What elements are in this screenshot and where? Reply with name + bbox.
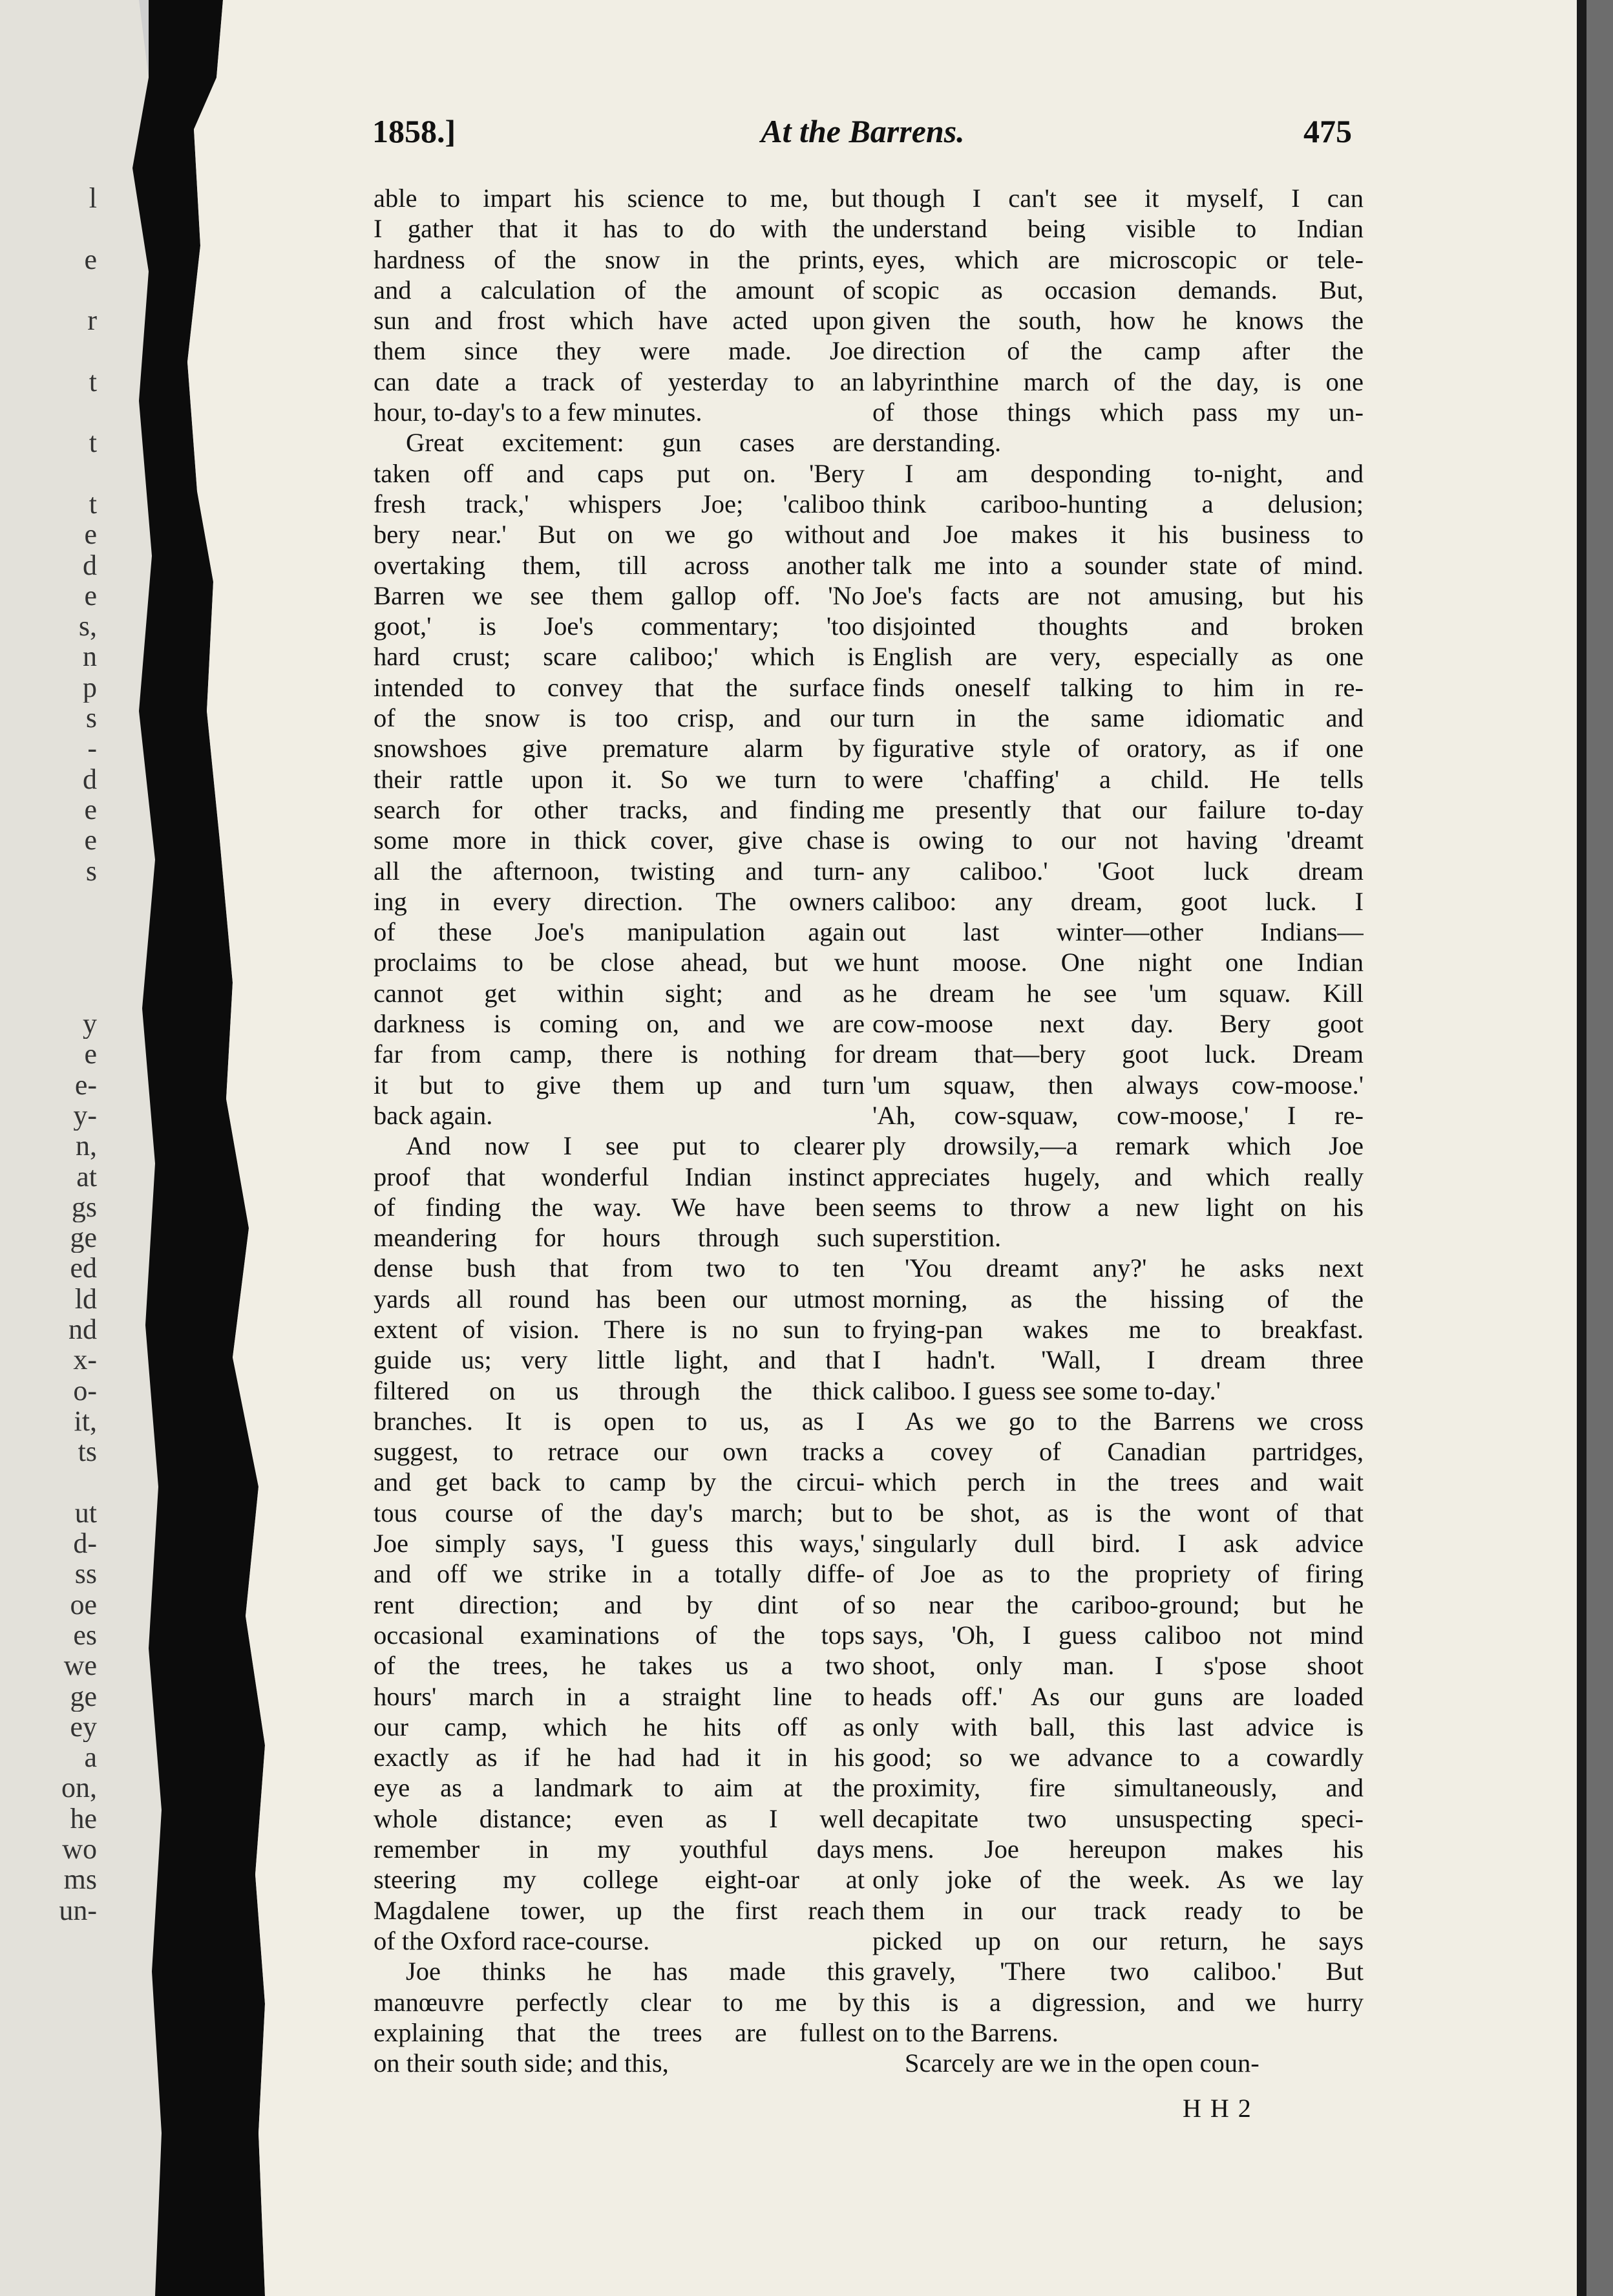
- bleed-fragment: n,: [76, 1131, 97, 1162]
- bleed-fragment: s,: [78, 611, 97, 642]
- text-line: whole distance; even as I well: [374, 1803, 865, 1833]
- text-line: them since they were made. Joe: [374, 336, 865, 366]
- bleed-fragment: p: [83, 672, 97, 703]
- text-line: dense bush that from two to ten: [374, 1253, 865, 1283]
- bleed-fragment: ut: [74, 1497, 97, 1529]
- bleed-fragment: [0, 978, 97, 1008]
- text-line: singularly dull bird. I ask advice: [872, 1529, 1364, 1558]
- text-line: of Joe as to the propriety of firing: [872, 1559, 1364, 1589]
- text-line: of the Oxford race-course.: [374, 1926, 650, 1955]
- bleed-fragment: e: [84, 244, 97, 275]
- text-line: Joe thinks he has made this: [406, 1957, 865, 1986]
- text-line: of the snow is too crisp, and our: [374, 703, 865, 733]
- text-line: and off we strike in a totally diffe-: [374, 1559, 865, 1589]
- text-line: And now I see put to clearer: [406, 1131, 865, 1161]
- text-line: a covey of Canadian partridges,: [872, 1437, 1364, 1467]
- text-line: hours' march in a straight line to: [374, 1681, 865, 1711]
- text-line: says, 'Oh, I guess caliboo not mind: [872, 1620, 1364, 1650]
- text-line: of finding the way. We have been: [374, 1192, 865, 1222]
- right-column: [872, 183, 1364, 2078]
- text-line: on to the Barrens.: [872, 2017, 1059, 2047]
- text-line: scopic as occasion demands. But,: [872, 275, 1364, 304]
- text-line: fresh track,' whispers Joe; 'caliboo: [374, 489, 865, 518]
- text-line: were 'chaffing' a child. He tells: [872, 764, 1364, 794]
- bleed-fragment: e: [84, 794, 97, 825]
- text-line: hour, to-day's to a few minutes.: [374, 398, 702, 427]
- text-line: able to impart his science to me, but: [374, 184, 865, 213]
- text-line: intended to convey that the surface: [374, 672, 865, 702]
- text-line: of these Joe's manipulation again: [374, 917, 865, 947]
- text-line: our camp, which he hits off as: [374, 1712, 865, 1741]
- bleed-fragment: e: [84, 1039, 97, 1070]
- text-line: cow-moose next day. Bery goot: [872, 1009, 1364, 1039]
- text-line: finds oneself talking to him in re-: [872, 672, 1364, 702]
- text-line: exactly as if he had had it in his: [374, 1743, 865, 1772]
- text-line: I am desponding to-night, and: [905, 458, 1364, 488]
- bleed-fragment: e: [84, 825, 97, 856]
- text-line: and a calculation of the amount of: [374, 275, 865, 304]
- bleed-fragment: he: [70, 1803, 97, 1834]
- bleed-fragment: d: [83, 763, 97, 794]
- text-line: and Joe makes it his business to: [872, 520, 1364, 549]
- bleed-fragment: it,: [74, 1405, 97, 1437]
- bleed-fragment: [0, 397, 97, 427]
- text-line: remember in my youthful days: [374, 1834, 865, 1864]
- bleed-fragment: ts: [78, 1436, 97, 1467]
- text-line: appreciates hugely, and which really: [872, 1162, 1364, 1191]
- text-line: talk me into a sounder state of mind.: [872, 550, 1364, 580]
- bleed-fragment: ms: [63, 1864, 97, 1895]
- bleed-fragment: ge: [70, 1681, 97, 1712]
- text-line: Barren we see them gallop off. 'No: [374, 580, 865, 610]
- text-line: yards all round has been our utmost: [374, 1284, 865, 1313]
- text-line: of the trees, he takes us a two: [374, 1651, 865, 1681]
- text-line: only with ball, this last advice is: [872, 1712, 1364, 1741]
- text-line: good; so we advance to a cowardly: [872, 1743, 1364, 1772]
- text-line: seems to throw a new light on his: [872, 1192, 1364, 1222]
- running-header: [368, 110, 1357, 155]
- bleed-fragment: s: [85, 703, 97, 734]
- text-line: which perch in the trees and wait: [872, 1467, 1364, 1497]
- bleed-fragment: we: [63, 1650, 97, 1681]
- text-line: suggest, to retrace our own tracks: [374, 1437, 865, 1467]
- text-line: manœuvre perfectly clear to me by: [374, 1987, 865, 2017]
- page-number: 475: [1303, 113, 1352, 149]
- text-line: hardness of the snow in the prints,: [374, 244, 865, 274]
- text-line: on their south side; and this,: [374, 2048, 669, 2078]
- bleed-fragment: [0, 213, 97, 244]
- text-line: their rattle upon it. So we turn to: [374, 764, 865, 794]
- text-line: far from camp, there is nothing for: [374, 1039, 865, 1069]
- bleed-fragment: e: [84, 580, 97, 611]
- text-line: darkness is coming on, and we are: [374, 1009, 865, 1039]
- header-year: 1858.]: [372, 113, 456, 149]
- text-line: guide us; very little light, and that: [374, 1345, 865, 1375]
- bleed-fragment: t: [89, 488, 97, 520]
- bleed-fragment: r: [87, 305, 97, 336]
- text-line: extent of vision. There is no sun to: [374, 1314, 865, 1344]
- bleed-fragment: [0, 917, 97, 947]
- text-line: and get back to camp by the circui-: [374, 1467, 865, 1497]
- bleed-fragment: d: [83, 549, 97, 580]
- text-line: any caliboo.' 'Goot luck dream: [872, 856, 1364, 886]
- text-line: 'Ah, cow-squaw, cow-moose,' I re-: [872, 1100, 1364, 1130]
- left-column: [374, 183, 865, 2078]
- text-line: proximity, fire simultaneously, and: [872, 1773, 1364, 1803]
- text-line: them in our track ready to be: [872, 1895, 1364, 1925]
- text-line: though I can't see it myself, I can: [872, 184, 1364, 213]
- text-line: this is a digression, and we hurry: [872, 1987, 1364, 2017]
- text-line: tous course of the day's march; but: [374, 1498, 865, 1527]
- text-line: gravely, 'There two caliboo.' But: [872, 1957, 1364, 1986]
- text-line: figurative style of oratory, as if one: [872, 734, 1364, 763]
- header-title: At the Barrens.: [761, 113, 965, 149]
- bleed-fragment: y: [83, 1008, 97, 1039]
- text-line: all the afternoon, twisting and turn-: [374, 856, 865, 886]
- bleed-fragment: s: [85, 855, 97, 886]
- bleed-fragment: t: [89, 366, 97, 398]
- text-line: sun and frost which have acted upon: [374, 306, 865, 335]
- text-line: shoot, only man. I s'pose shoot: [872, 1651, 1364, 1681]
- bleed-fragment: [0, 1467, 97, 1497]
- text-line: frying-pan wakes me to breakfast.: [872, 1314, 1364, 1344]
- text-line: I gather that it has to do with the: [374, 214, 865, 244]
- text-line: of those things which pass my un-: [872, 398, 1364, 427]
- text-line: overtaking them, till across another: [374, 550, 865, 580]
- text-line: mens. Joe hereupon makes his: [872, 1834, 1364, 1864]
- bleed-fragment: nd: [69, 1313, 97, 1345]
- bleed-fragment: -: [87, 733, 97, 764]
- text-line: caliboo. I guess see some to-day.': [872, 1376, 1221, 1405]
- bleed-fragment: wo: [62, 1834, 97, 1865]
- text-line: As we go to the Barrens we cross: [905, 1406, 1364, 1436]
- text-line: 'um squaw, then always cow-moose.': [872, 1070, 1364, 1100]
- text-line: caliboo: any dream, goot luck. I: [872, 886, 1364, 916]
- text-line: search for other tracks, and finding: [374, 794, 865, 824]
- bleed-fragment: es: [73, 1619, 97, 1651]
- text-line: Joe's facts are not amusing, but his: [872, 580, 1364, 610]
- text-line: branches. It is open to us, as I: [374, 1406, 865, 1436]
- bleed-fragment: [0, 275, 97, 305]
- text-line: hard crust; scare caliboo;' which is: [374, 642, 865, 672]
- bleed-fragment: ey: [70, 1711, 97, 1743]
- text-line: me presently that our failure to-day: [872, 794, 1364, 824]
- bleed-fragment: [0, 335, 97, 366]
- text-line: can date a track of yesterday to an: [374, 367, 865, 396]
- text-line: heads off.' As our guns are loaded: [872, 1681, 1364, 1711]
- text-line: meandering for hours through such: [374, 1223, 865, 1253]
- bleed-fragment: d-: [73, 1528, 97, 1559]
- text-line: snowshoes give premature alarm by: [374, 734, 865, 763]
- text-line: morning, as the hissing of the: [872, 1284, 1364, 1313]
- text-line: superstition.: [872, 1223, 1002, 1253]
- text-line: filtered on us through the thick: [374, 1376, 865, 1405]
- text-line: direction of the camp after the: [872, 336, 1364, 366]
- text-line: bery near.' But on we go without: [374, 520, 865, 549]
- text-line: given the south, how he knows the: [872, 306, 1364, 335]
- bleed-fragment: t: [89, 427, 97, 458]
- text-line: Joe simply says, 'I guess this ways,': [374, 1529, 865, 1558]
- text-line: taken off and caps put on. 'Bery: [374, 458, 865, 488]
- text-line: he dream he see 'um squaw. Kill: [872, 978, 1364, 1008]
- bleed-fragment: ge: [70, 1222, 97, 1253]
- bleed-fragment: un-: [59, 1895, 97, 1926]
- bleed-fragment: [0, 947, 97, 977]
- bleed-fragment: ld: [74, 1283, 97, 1314]
- text-line: 'You dreamt any?' he asks next: [905, 1253, 1364, 1283]
- text-line: hunt moose. One night one Indian: [872, 948, 1364, 977]
- text-line: it but to give them up and turn: [374, 1070, 865, 1100]
- text-line: dream that—bery goot luck. Dream: [872, 1039, 1364, 1069]
- text-line: derstanding.: [872, 428, 1002, 458]
- bleed-fragment: e: [84, 519, 97, 550]
- bleed-fragment: oe: [70, 1589, 97, 1620]
- text-line: occasional examinations of the tops: [374, 1620, 865, 1650]
- signature-mark: H H 2: [1183, 2094, 1252, 2123]
- text-line: ply drowsily,—a remark which Joe: [872, 1131, 1364, 1161]
- bleed-fragment: l: [89, 183, 97, 214]
- text-line: so near the cariboo-ground; but he: [872, 1589, 1364, 1619]
- text-line: cannot get within sight; and as: [374, 978, 865, 1008]
- text-line: picked up on our return, he says: [872, 1926, 1364, 1955]
- bleed-fragment: x-: [73, 1345, 97, 1376]
- text-line: English are very, especially as one: [872, 642, 1364, 672]
- text-line: rent direction; and by dint of: [374, 1589, 865, 1619]
- text-line: think cariboo-hunting a delusion;: [872, 489, 1364, 518]
- text-line: only joke of the week. As we lay: [872, 1865, 1364, 1895]
- text-line: turn in the same idiomatic and: [872, 703, 1364, 733]
- bleed-fragment: at: [76, 1161, 97, 1192]
- text-line: Great excitement: gun cases are: [406, 428, 865, 458]
- bleed-fragment: y-: [73, 1100, 97, 1131]
- text-line: understand being visible to Indian: [872, 214, 1364, 244]
- previous-page-bleed: [0, 183, 97, 1926]
- text-line: Scarcely are we in the open coun-: [905, 2048, 1260, 2078]
- text-line: some more in thick cover, give chase: [374, 825, 865, 855]
- text-line: I hadn't. 'Wall, I dream three: [872, 1345, 1364, 1375]
- bleed-fragment: ed: [70, 1253, 97, 1284]
- text-line: back again.: [374, 1100, 493, 1130]
- text-line: to be shot, as is the wont of that: [872, 1498, 1364, 1527]
- bleed-fragment: a: [84, 1742, 97, 1773]
- text-line: explaining that the trees are fullest: [374, 2017, 865, 2047]
- bleed-fragment: o-: [73, 1375, 97, 1406]
- text-line: proof that wonderful Indian instinct: [374, 1162, 865, 1191]
- bleed-fragment: gs: [71, 1191, 97, 1223]
- text-line: goot,' is Joe's commentary; 'too: [374, 611, 865, 641]
- bleed-fragment: e-: [74, 1069, 97, 1100]
- bleed-fragment: [0, 886, 97, 917]
- text-line: eye as a landmark to aim at the: [374, 1773, 865, 1803]
- text-line: ing in every direction. The owners: [374, 886, 865, 916]
- text-line: Magdalene tower, up the first reach: [374, 1895, 865, 1925]
- text-line: out last winter—other Indians—: [872, 917, 1364, 947]
- text-line: disjointed thoughts and broken: [872, 611, 1364, 641]
- text-line: is owing to our not having 'dreamt: [872, 825, 1364, 855]
- bleed-fragment: on,: [61, 1772, 97, 1803]
- bleed-fragment: ss: [74, 1558, 97, 1589]
- text-line: steering my college eight-oar at: [374, 1865, 865, 1895]
- text-line: labyrinthine march of the day, is one: [872, 367, 1364, 396]
- bleed-fragment: n: [83, 641, 97, 672]
- text-line: decapitate two unsuspecting speci-: [872, 1803, 1364, 1833]
- bleed-fragment: [0, 458, 97, 489]
- text-line: proclaims to be close ahead, but we: [374, 948, 865, 977]
- text-line: eyes, which are microscopic or tele-: [872, 244, 1364, 274]
